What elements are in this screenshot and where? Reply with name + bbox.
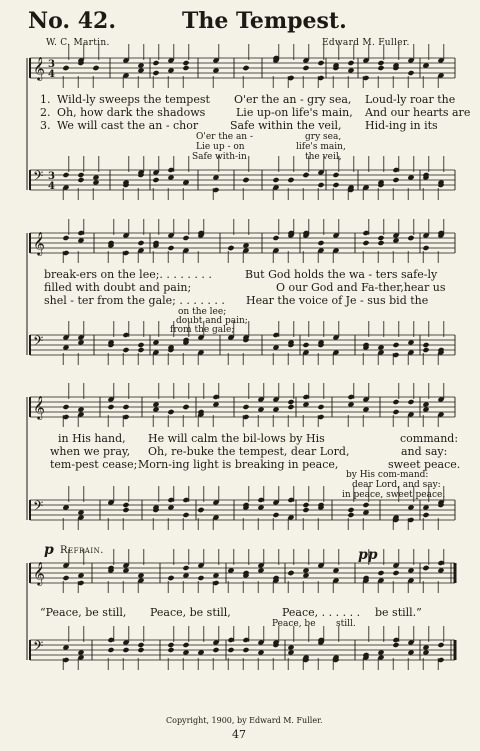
note-head [182,60,189,66]
refrain-lyric-2: Peace, be still, [150,606,231,619]
s3-v3-a: tem-pest cease; [50,458,138,471]
note-head [182,404,189,410]
note-head [77,172,84,178]
music-attribution: Edward M. Fuller. [322,38,410,48]
verse-number-1: 1. [40,93,51,106]
s3-v2-c: and say: [401,445,448,458]
note-head [62,575,69,581]
s2-v1-a: break-ers on the lee;. . . . . . . . [44,268,212,281]
refrain-echo-1: Peace, be [272,619,316,629]
note-head [377,570,384,576]
note-head [317,182,324,188]
s2-v1-b: But God holds the wa - ters safe-ly [245,268,438,281]
note-head [392,409,399,415]
dynamic-pianissimo: pp [358,547,378,563]
s1-v3-c: Hid-ing in its [365,119,438,132]
note-head [182,512,189,518]
note-head [302,65,309,71]
note-head [437,642,444,648]
note-head [242,647,249,653]
note-head [122,507,129,513]
time-signature: 4 [48,181,55,192]
note-head [122,647,129,653]
s1-v2-a: Oh, how dark the shadows [57,106,206,119]
note-head [62,235,69,241]
s2-v2-b: O our God and Fa-ther,hear us [276,281,446,294]
s3-v1-b: He will calm the bil-lows by His [148,432,325,445]
treble-clef: 𝄞 [33,561,45,585]
s2-echo-3: from the gale; [170,325,235,335]
note-head [197,575,204,581]
note-head [272,235,279,241]
dynamic-piano: p [44,542,54,558]
hymn-number: No. 42. [28,8,116,34]
time-signature: 3 [48,59,55,70]
s1-echo-3b: the veil, [305,152,342,162]
s1-v3-a: We will cast the an - chor [57,119,199,132]
note-head [107,647,114,653]
bass-clef: 𝄢 [33,498,44,517]
note-head [92,65,99,71]
s3-v1-c: command: [400,432,459,445]
note-head [347,60,354,66]
note-head [377,65,384,71]
refrain-echo-2: still. [336,619,356,629]
bass-clef: 𝄢 [33,168,44,187]
note-head [122,347,129,353]
treble-clef: 𝄞 [33,56,45,80]
verse-number-3: 3. [40,119,51,132]
note-head [407,399,414,405]
treble-clef: 𝄞 [33,231,45,255]
s1-v2-c: And our hearts are [365,106,471,119]
note-head [242,404,249,410]
words-attribution: W. C. Martin. [46,38,110,48]
note-head [122,404,129,410]
note-head [392,399,399,405]
note-head [137,347,144,353]
copyright-notice: Copyright, 1900, by Edward M. Fuller. [166,716,323,725]
note-head [182,235,189,241]
note-head [377,235,384,241]
note-head [182,65,189,71]
note-head [227,245,234,251]
note-head [197,507,204,513]
note-head [167,642,174,648]
note-head [62,65,69,71]
s2-v3-a: shel - ter from the gale; . . . . . . . [44,294,225,307]
s1-echo-2a: Lie up - on [196,142,245,152]
note-head [107,404,114,410]
s1-echo-1a: O'er the an - [196,132,254,142]
note-head [152,177,159,183]
note-head [287,177,294,183]
refrain-lyric-3: Peace, . . . . . . [282,606,361,619]
note-head [332,172,339,178]
note-head [302,172,309,178]
note-head [362,502,369,508]
note-head [227,647,234,653]
s1-echo-2b: life's main, [296,142,346,152]
treble-clef: 𝄞 [33,395,45,419]
s1-v1-b: O'er the an - gry sea, [234,93,352,106]
s1-echo-1b: gry sea, [305,132,342,142]
note-head [122,502,129,508]
note-head [407,70,414,76]
bass-clef: 𝄢 [33,638,44,657]
s1-v2-b: Lie up-on life's main, [236,106,353,119]
s3-v3-c: sweet peace. [388,458,461,471]
note-head [422,512,429,518]
note-head [422,347,429,353]
note-head [332,182,339,188]
s1-v1-c: Loud-ly roar the [365,93,456,106]
note-head [392,342,399,348]
s3-v2-b: Oh, re-buke the tempest, dear Lord, [148,445,350,458]
note-head [137,240,144,246]
note-head [317,240,324,246]
s1-echo-3a: Safe with-in [192,152,247,162]
s1-v3-b: Safe within the veil, [230,119,342,132]
note-head [392,177,399,183]
s1-v1-a: Wild-ly sweeps the tempest [57,93,210,106]
s3-v3-b: Morn-ing light is breaking in peace, [138,458,339,471]
note-head [362,240,369,246]
s3-echo-2: dear Lord, and say: [352,480,441,490]
refrain-lyric-1: “Peace, be still, [40,606,127,619]
note-head [152,60,159,66]
note-head [137,647,144,653]
note-head [287,570,294,576]
note-head [182,565,189,571]
s2-v2-a: filled with doubt and pain; [44,281,192,294]
s2-v3-b: Hear the voice of Je - sus bid the [246,294,429,307]
note-head [287,404,294,410]
note-head [317,60,324,66]
note-head [422,245,429,251]
refrain-label: Refrain. [60,545,104,556]
note-head [392,642,399,648]
note-head [407,235,414,241]
s3-v1-a: in His hand, [58,432,126,445]
note-head [137,642,144,648]
note-head [392,570,399,576]
page-number: 47 [232,728,246,741]
note-head [182,642,189,648]
note-head [377,240,384,246]
note-head [302,342,309,348]
note-head [77,177,84,183]
s3-v2-a: when we pray, [50,445,131,458]
note-head [242,65,249,71]
note-head [302,502,309,508]
note-head [347,507,354,513]
s3-echo-1: by His com-mand: [346,470,429,480]
s3-echo-3: in peace, sweet peace. [342,490,446,500]
note-head [272,512,279,518]
note-head [287,399,294,405]
s2-echo-1: on the lee; [178,307,227,317]
note-head [212,647,219,653]
note-head [422,565,429,571]
note-head [167,575,174,581]
note-head [302,507,309,513]
hymn-title: The Tempest. [182,8,347,34]
note-head [152,70,159,76]
note-head [137,342,144,348]
note-head [167,245,174,251]
s2-echo-2: doubt and pain; [176,316,248,326]
note-head [347,512,354,518]
note-head [62,404,69,410]
verse-number-2: 2. [40,106,51,119]
note-head [272,177,279,183]
note-head [422,342,429,348]
refrain-lyric-4: be still.” [375,606,422,619]
note-head [377,60,384,66]
note-head [167,409,174,415]
bass-clef: 𝄢 [33,333,44,352]
time-signature: 4 [48,69,55,80]
note-head [317,404,324,410]
note-head [167,647,174,653]
note-head [242,177,249,183]
time-signature: 3 [48,171,55,182]
note-head [62,172,69,178]
